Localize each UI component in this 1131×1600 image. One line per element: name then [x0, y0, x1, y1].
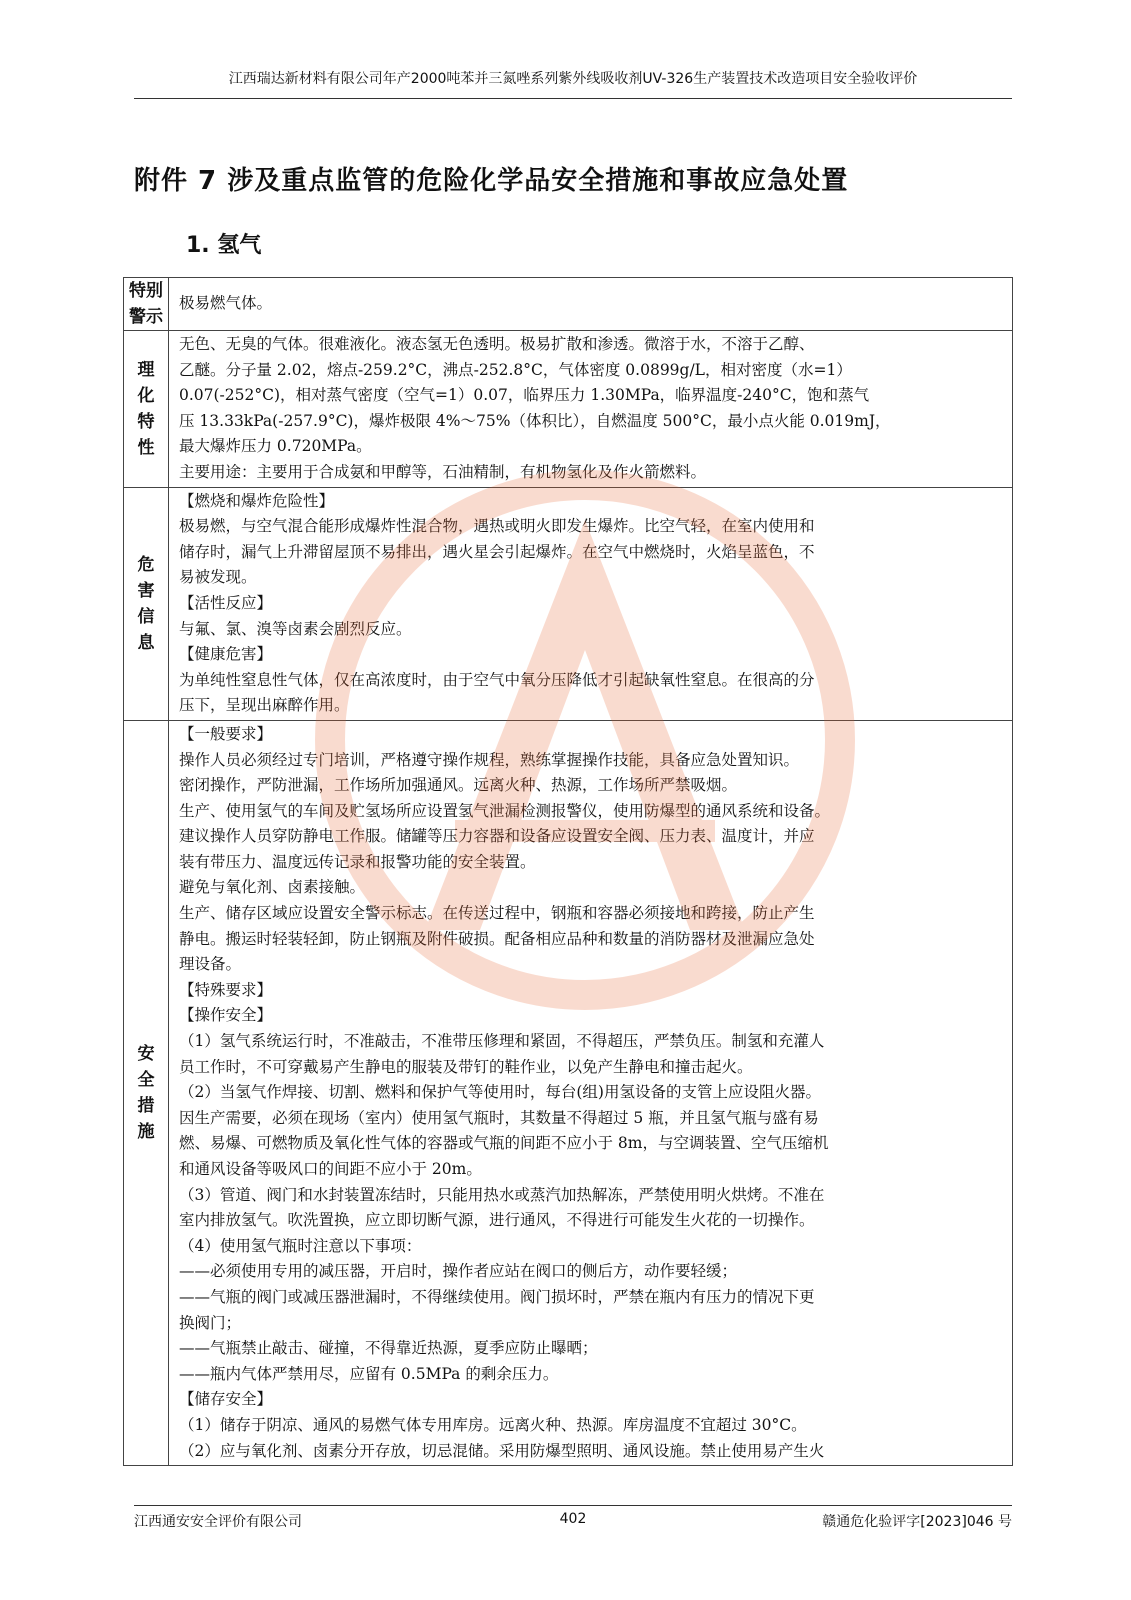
text-line: 燃、易爆、可燃物质及氧化性气体的容器或气瓶的间距不应小于 8m，与空调装置、空气压缩机 — [179, 1134, 829, 1153]
footer-company: 江西通安安全评价有限公司 — [134, 1514, 302, 1530]
text-line: 生产、储存区域应设置安全警示标志。在传送过程中，钢瓶和容器必须接地和跨接，防止产生 — [179, 904, 815, 923]
page-header: 江西瑞达新材料有限公司年产2000吨苯并三氮唑系列紫外线吸收剂UV-326生产装置技术改造项目安全验收评价 — [134, 68, 1012, 99]
table-row — [124, 720, 1013, 1465]
text-line: 【健康危害】 — [179, 645, 273, 664]
text-line: 【操作安全】 — [179, 1006, 273, 1025]
text-line: 易被发现。 — [179, 568, 257, 587]
text-line: 【活性反应】 — [179, 593, 273, 612]
row-content-special-warning — [169, 278, 1013, 331]
text-line: 压下，呈现出麻醉作用。 — [179, 696, 350, 715]
text-line: 室内排放氢气。吹洗置换，应立即切断气源，进行通风，不得进行可能发生火花的一切操作。 — [179, 1211, 815, 1230]
text-line: 与氟、氯、溴等卤素会剧烈反应。 — [179, 619, 412, 638]
page-footer — [134, 1505, 1012, 1532]
text-line: 储存时，漏气上升滞留屋顶不易排出，遇火星会引起爆炸。在空气中燃烧时，火焰呈蓝色，不 — [179, 542, 815, 561]
text-line: 因生产需要，必须在现场（室内）使用氢气瓶时，其数量不得超过 5 瓶，并且氢气瓶与盛有易 — [179, 1108, 819, 1127]
hazard-info-table — [123, 277, 1013, 1466]
row-label-physical-chemical: 理 化 特 性 — [124, 331, 169, 488]
text-line: ——气瓶禁止敲击、碰撞，不得靠近热源，夏季应防止曝晒； — [179, 1339, 598, 1358]
text-line: （1）氢气系统运行时，不准敲击，不准带压修理和紧固，不得超压，严禁负压。制氢和充灌人 — [179, 1032, 825, 1051]
text-line: 乙醚。分子量 2.02，熔点-259.2°C，沸点-252.8°C，气体密度 0.0899g/L，相对密度（水=1） — [179, 360, 852, 379]
text-line: 员工作时，不可穿戴易产生静电的服装及带钉的鞋作业，以免产生静电和撞击起火。 — [179, 1057, 753, 1076]
table-row — [124, 331, 1013, 488]
text-line: 无色、无臭的气体。很难液化。液态氢无色透明。极易扩散和渗透。微溶于水，不溶于乙醇、 — [179, 335, 815, 353]
footer-report-number: 赣通危化验评字[2023]046 号 — [822, 1514, 1012, 1530]
text-line: ——气瓶的阀门或减压器泄漏时，不得继续使用。阀门损坏时，严禁在瓶内有压力的情况下更 — [179, 1287, 815, 1306]
row-content-physical-chemical — [169, 331, 1013, 488]
text-line: 最大爆炸压力 0.720MPa。 — [179, 437, 372, 456]
text-line: 避免与氧化剂、卤素接触。 — [179, 878, 366, 897]
text-line: 生产、使用氢气的车间及贮氢场所应设置氢气泄漏检测报警仪，使用防爆型的通风系统和设备。 — [179, 801, 831, 820]
text-line: 理设备。 — [179, 955, 242, 974]
text-line: （2）当氢气作焊接、切割、燃料和保护气等使用时，每台(组)用氢设备的支管上应设阻火器。 — [179, 1083, 821, 1102]
text-line: 【储存安全】 — [179, 1390, 273, 1409]
row-label-hazard-info: 危 害 信 息 — [124, 487, 169, 720]
text-line: 密闭操作，严防泄漏，工作场所加强通风。远离火种、热源，工作场所严禁吸烟。 — [179, 776, 738, 795]
row-label-special-warning: 特别 警示 — [124, 278, 169, 331]
text-line: 极易燃，与空气混合能形成爆炸性混合物，遇热或明火即发生爆炸。比空气轻，在室内使用和 — [179, 517, 815, 536]
text-line: 【一般要求】 — [179, 724, 273, 743]
text-line: ——瓶内气体严禁用尽，应留有 0.5MPa 的剩余压力。 — [179, 1364, 559, 1383]
text-line: （4）使用氢气瓶时注意以下事项： — [179, 1236, 422, 1255]
page-number: 402 — [559, 1511, 587, 1527]
section-heading: 1. 氢气 — [186, 233, 262, 258]
row-label-safety-measures: 安 全 措 施 — [124, 720, 169, 1465]
row-content-safety-measures — [169, 720, 1013, 1465]
text-line: （2）应与氧化剂、卤素分开存放，切忌混储。采用防爆型照明、通风设施。禁止使用易产生火 — [179, 1441, 825, 1460]
text-line: ——必须使用专用的减压器，开启时，操作者应站在阀口的侧后方，动作要轻缓； — [179, 1262, 738, 1281]
text-line: 0.07(-252°C)，相对蒸气密度（空气=1）0.07，临界压力 1.30MPa，临界温度-240°C，饱和蒸气 — [179, 386, 870, 405]
document-title: 附件 7 涉及重点监管的危险化学品安全措施和事故应急处置 — [134, 166, 849, 196]
text-line: 【燃烧和爆炸危险性】 — [179, 491, 335, 510]
text-line: （1）储存于阴凉、通风的易燃气体专用库房。远离火种、热源。库房温度不宜超过 30°C。 — [179, 1415, 807, 1434]
text-line: 【特殊要求】 — [179, 980, 273, 999]
table-row — [124, 487, 1013, 720]
text-line: （3）管道、阀门和水封装置冻结时，只能用热水或蒸汽加热解冻，严禁使用明火烘烤。不准在 — [179, 1185, 825, 1204]
text-line: 建议操作人员穿防静电工作服。储罐等压力容器和设备应设置安全阀、压力表、温度计，并应 — [179, 827, 815, 846]
row-content-hazard-info — [169, 487, 1013, 720]
text-line: 压 13.33kPa(-257.9°C)，爆炸极限 4%～75%（体积比），自燃温度 500°C，最小点火能 0.019mJ， — [179, 411, 891, 430]
table-row — [124, 278, 1013, 331]
text-line: 和通风设备等吸风口的间距不应小于 20m。 — [179, 1160, 482, 1178]
text-line: 装有带压力、温度远传记录和报警功能的安全装置。 — [179, 852, 536, 871]
text-line: 极易燃气体。 — [179, 294, 273, 313]
text-line: 换阀门； — [179, 1313, 242, 1332]
text-line: 操作人员必须经过专门培训，严格遵守操作规程，熟练掌握操作技能，具备应急处置知识。 — [179, 750, 800, 769]
text-line: 主要用途：主要用于合成氨和甲醇等，石油精制，有机物氢化及作火箭燃料。 — [179, 462, 707, 481]
text-line: 静电。搬运时轻装轻卸，防止钢瓶及附件破损。配备相应品种和数量的消防器材及泄漏应急处 — [179, 929, 815, 948]
text-line: 为单纯性窒息性气体，仅在高浓度时，由于空气中氧分压降低才引起缺氧性窒息。在很高的分 — [179, 670, 815, 689]
